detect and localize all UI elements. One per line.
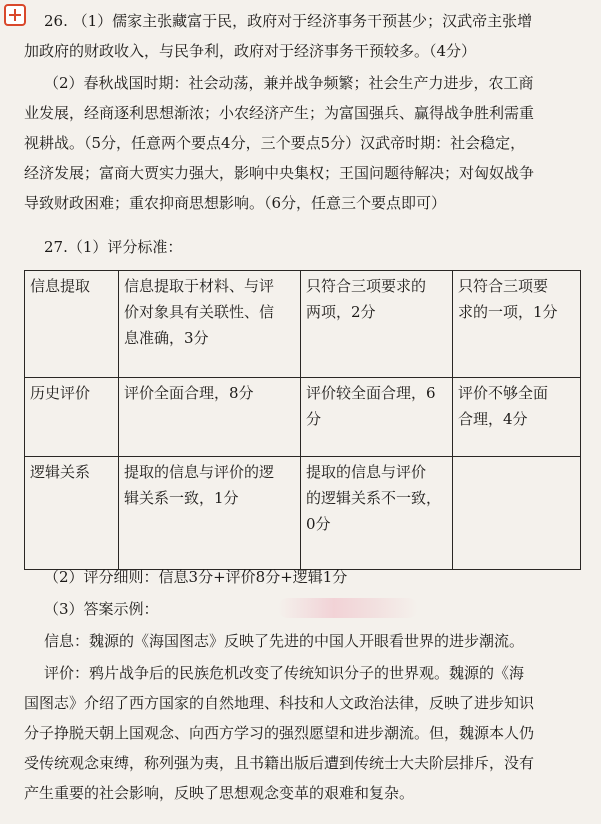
q26-line-2: 加政府的财政收入，与民争利，政府对于经济事务干预较多。（4分） bbox=[24, 42, 477, 60]
table-row bbox=[25, 378, 581, 457]
q27-eval-line-2: 国图志》介绍了西方国家的自然地理、科技和人文政治法律，反映了进步知识 bbox=[24, 694, 535, 712]
criteria-cell: 评价不够全面 合理，4分 bbox=[453, 378, 581, 457]
criteria-cell-empty bbox=[453, 456, 581, 569]
criteria-cell: 评价全面合理，8分 bbox=[119, 378, 301, 457]
q27-heading: 27.（1）评分标准： bbox=[44, 238, 183, 256]
q26-line-1: 26. （1）儒家主张藏富于民，政府对于经济事务干预甚少；汉武帝主张增 bbox=[44, 12, 533, 30]
criteria-cell: 提取的信息与评价 的逻辑关系不一致， 0分 bbox=[301, 456, 453, 569]
q27-eval-line-3: 分子挣脱天朝上国观念、向西方学习的强烈愿望和进步潮流。但，魏源本人仍 bbox=[24, 724, 535, 742]
table-row bbox=[25, 271, 581, 378]
q27-part3: （3）答案示例： bbox=[44, 600, 159, 618]
table-row bbox=[25, 456, 581, 569]
criteria-cell: 信息提取于材料、与评 价对象具有关联性、信 息准确，3分 bbox=[119, 271, 301, 378]
criteria-cell: 只符合三项要 求的一项，1分 bbox=[453, 271, 581, 378]
add-icon[interactable] bbox=[4, 4, 26, 26]
category-cell: 逻辑关系 bbox=[25, 456, 119, 569]
q27-eval-line-1: 评价：鸦片战争后的民族危机改变了传统知识分子的世界观。魏源的《海 bbox=[44, 664, 525, 682]
criteria-cell: 评价较全面合理，6 分 bbox=[301, 378, 453, 457]
q26-part2-line-1: （2）春秋战国时期：社会动荡，兼并战争频繁；社会生产力进步，农工商 bbox=[44, 74, 534, 92]
q27-eval-line-5: 产生重要的社会影响，反映了思想观念变革的艰难和复杂。 bbox=[24, 784, 415, 802]
q26-part2-line-3: 视耕战。（5分，任意两个要点4分，三个要点5分）汉武帝时期：社会稳定， bbox=[24, 134, 526, 152]
q26-part2-line-2: 业发展，经商逐利思想渐浓；小农经济产生；为富国强兵、赢得战争胜利需重 bbox=[24, 104, 535, 122]
category-cell: 信息提取 bbox=[25, 271, 119, 378]
q27-eval-line-4: 受传统观念束缚，称列强为夷，且书籍出版后遭到传统士大夫阶层排斥，没有 bbox=[24, 754, 535, 772]
scoring-table bbox=[24, 270, 581, 570]
q27-info: 信息：魏源的《海国图志》反映了先进的中国人开眼看世界的进步潮流。 bbox=[44, 632, 525, 650]
criteria-cell: 只符合三项要求的 两项，2分 bbox=[301, 271, 453, 378]
q26-part2-line-4: 经济发展；富商大贾实力强大，影响中央集权；王国问题待解决；对匈奴战争 bbox=[24, 164, 535, 182]
criteria-cell: 提取的信息与评价的逻 辑关系一致，1分 bbox=[119, 456, 301, 569]
category-cell: 历史评价 bbox=[25, 378, 119, 457]
q27-part2: （2）评分细则：信息3分+评价8分+逻辑1分 bbox=[44, 568, 348, 586]
q26-part2-line-5: 导致财政困难；重农抑商思想影响。（6分，任意三个要点即可） bbox=[24, 194, 447, 212]
